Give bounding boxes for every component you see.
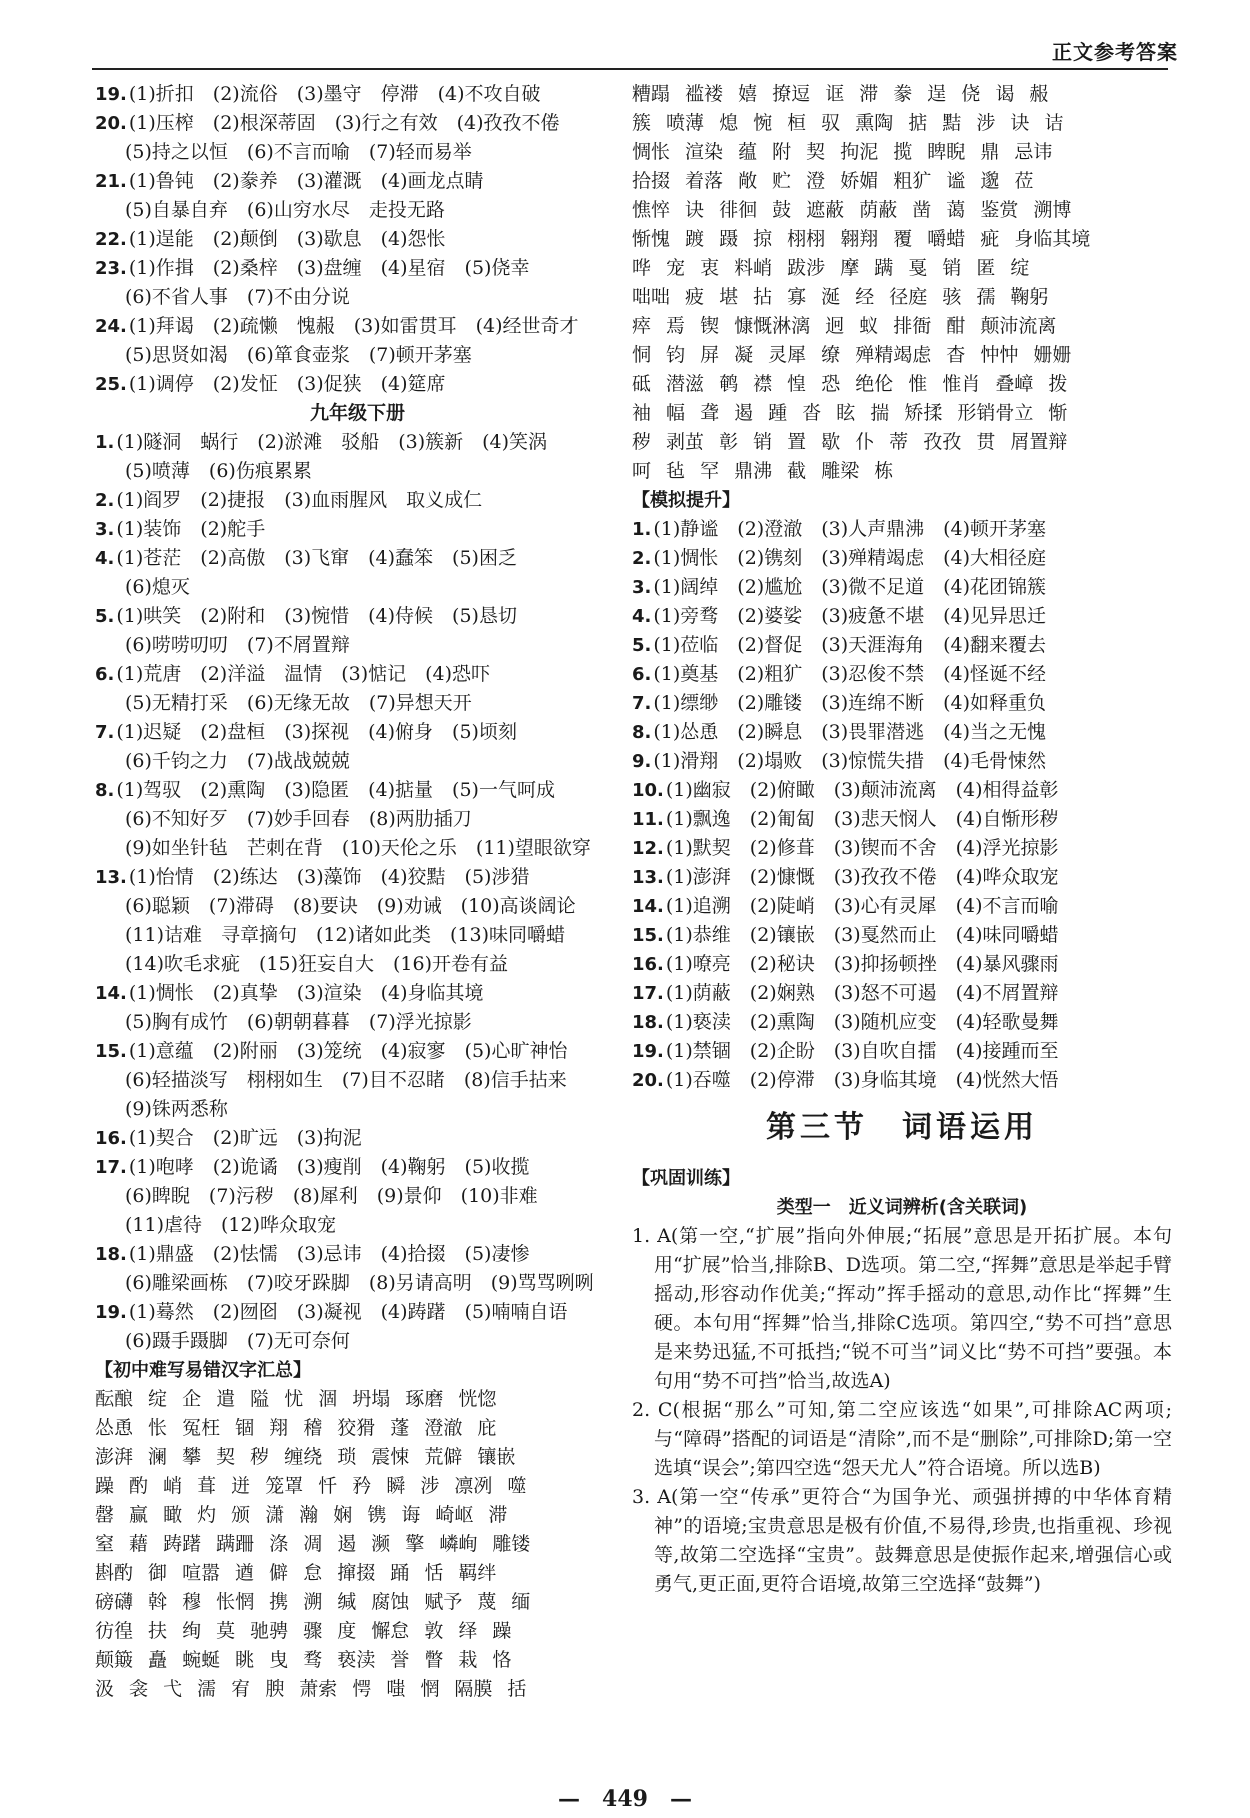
answer-text: (1)鲁钝 (2)豢养 (3)灌溉 (4)画龙点睛: [128, 170, 484, 192]
question-number: 2.: [632, 548, 652, 569]
character-list-row: 拾掇 着落 敞 贮 澄 娇媚 粗犷 谧 邈 莅: [632, 170, 1034, 192]
answer-line: [95, 109, 620, 138]
question-number: 16.: [632, 954, 664, 975]
question-number: 2.: [95, 490, 115, 511]
answer-line: [95, 428, 620, 457]
character-list-row: 斟酌 御 喧嚣 遒 僻 怠 撺掇 踊 恬 羁绊: [95, 1562, 497, 1584]
answer-line: [95, 1240, 620, 1269]
question-number: 8.: [632, 722, 652, 743]
answer-line: [632, 834, 1172, 863]
question-number: 17.: [95, 1157, 127, 1178]
question-number: 18.: [632, 1012, 664, 1033]
answer-line: [632, 631, 1172, 660]
question-number: 1.: [632, 519, 652, 540]
answer-text: (1)怡情 (2)练达 (3)藻饰 (4)狡黠 (5)涉猎: [128, 866, 530, 888]
chapter-title: 第三节 词语运用: [766, 1110, 1038, 1145]
answer-line: [95, 544, 620, 573]
answer-line: [95, 80, 620, 109]
answer-text: (1)调停 (2)发怔 (3)促狭 (4)筵席: [128, 373, 446, 395]
question-number: 4.: [95, 548, 115, 569]
page-header-title: 正文参考答案: [1052, 40, 1178, 64]
answer-text: (1)阔绰 (2)尴尬 (3)微不足道 (4)花团锦簇: [653, 576, 1047, 598]
character-list-row: 呵 毡 罕 鼎沸 截 雕梁 栋: [632, 460, 894, 482]
answer-text: (1)追溯 (2)陡峭 (3)心有灵犀 (4)不言而喻: [665, 895, 1059, 917]
question-number: 19.: [632, 1041, 664, 1062]
question-number: 21.: [95, 171, 127, 192]
character-list-row: 彷徨 扶 绚 莫 驰骋 骤 度 懈怠 敦 绎 躁: [95, 1620, 512, 1642]
section-heading: 九年级下册: [309, 402, 405, 424]
answer-continuation: (6)千钧之力 (7)战战兢兢: [125, 750, 350, 772]
question-number: 14.: [632, 896, 664, 917]
answer-text: (1)作揖 (2)桑梓 (3)盘缠 (4)星宿 (5)侥幸: [128, 257, 530, 279]
question-number: 15.: [632, 925, 664, 946]
question-number: 10.: [632, 780, 664, 801]
answer-text: (1)荫蔽 (2)娴熟 (3)怒不可遏 (4)不屑置辩: [665, 982, 1059, 1004]
question-number: 9.: [632, 751, 652, 772]
answer-continuation: (11)诘难 寻章摘句 (12)诸如此类 (13)味同嚼蜡: [125, 924, 566, 946]
answer-line: [95, 602, 620, 631]
question-number: 15.: [95, 1041, 127, 1062]
explanation-paragraph: 1. A(第一空,“扩展”指向外伸展;“拓展”意思是开拓扩展。本句用“扩展”恰当,排除B、D选项。第二空,“挥舞”意思是举起手臂摇动,形容动作优美;“挥动”挥手摇动的意思,动作比“挥舞”生硬。本句用“挥舞”恰当,排除C选项。第四空,“势不可挡”意思是来势迅猛,不可抵挡;“锐不可当”词义比“势不可挡”要强。本句用“势不可挡”恰当,故选A): [632, 1225, 1172, 1392]
answer-text: (1)恭维 (2)镶嵌 (3)戛然而止 (4)味同嚼蜡: [665, 924, 1059, 946]
question-number: 3.: [632, 577, 652, 598]
question-number: 19.: [95, 84, 127, 105]
right-column: [632, 80, 1172, 1599]
question-number: 3.: [95, 519, 115, 540]
character-list-row: 惆怅 渲染 蕴 附 契 拘泥 揽 睥睨 鼎 忌讳: [632, 141, 1053, 163]
character-list-row: 秽 剥茧 彰 销 置 歇 仆 蒂 孜孜 贯 屑置辩: [632, 431, 1068, 453]
answer-line: [632, 979, 1172, 1008]
answer-line: [95, 1037, 620, 1066]
question-number: 18.: [95, 1244, 127, 1265]
question-number: 6.: [95, 664, 115, 685]
answer-text: (1)阎罗 (2)捷报 (3)血雨腥风 取义成仁: [116, 489, 483, 511]
answer-text: (1)默契 (2)修葺 (3)锲而不舍 (4)浮光掠影: [665, 837, 1059, 859]
question-number: 16.: [95, 1128, 127, 1149]
answer-continuation: (5)无精打采 (6)无缘无故 (7)异想天开: [125, 692, 472, 714]
question-number: 13.: [632, 867, 664, 888]
question-number: 22.: [95, 229, 127, 250]
answer-text: (1)亵渎 (2)熏陶 (3)随机应变 (4)轻歌曼舞: [665, 1011, 1059, 1033]
answer-line: [95, 370, 620, 399]
answer-text: (1)幽寂 (2)俯瞰 (3)颠沛流离 (4)相得益彰: [665, 779, 1059, 801]
answer-line: [632, 689, 1172, 718]
answer-text: (1)惆怅 (2)真挚 (3)渲染 (4)身临其境: [128, 982, 484, 1004]
character-list-row: 躁 酌 峭 葺 迸 笼罩 忏 矜 瞬 涉 凛冽 噬: [95, 1475, 527, 1497]
answer-text: (1)禁锢 (2)企盼 (3)自吹自擂 (4)接踵而至: [665, 1040, 1059, 1062]
answer-line: [632, 573, 1172, 602]
answer-continuation: (6)不知好歹 (7)妙手回春 (8)两肋插刀: [125, 808, 472, 830]
answer-text: (1)怂恿 (2)瞬息 (3)畏罪潜逃 (4)当之无愧: [653, 721, 1047, 743]
page-number-dash-left: —: [558, 1786, 603, 1812]
answer-text: (1)驾驭 (2)熏陶 (3)隐匿 (4)掂量 (5)一气呵成: [116, 779, 555, 801]
character-list-row: 酝酿 绽 企 遣 隘 忧 涸 坍塌 琢磨 恍惚: [95, 1388, 497, 1410]
character-list-row: 罄 赢 瞰 灼 颁 潇 瀚 娴 镌 诲 崎岖 滞: [95, 1504, 508, 1526]
answer-text: (1)装饰 (2)舵手: [116, 518, 266, 540]
answer-line: [95, 225, 620, 254]
answer-continuation: (5)胸有成竹 (6)朝朝暮暮 (7)浮光掠影: [125, 1011, 472, 1033]
answer-text: (1)蓦然 (2)囫囵 (3)凝视 (4)踌躇 (5)喃喃自语: [128, 1301, 568, 1323]
header-divider: [92, 68, 1168, 70]
explanation-paragraph: 3. A(第一空“传承”更符合“为国争光、顽强拼搏的中华体育精神”的语境;宝贵意思是极有价值,不易得,珍贵,也指重视、珍视等,故第二空选择“宝贵”。鼓舞意思是使振作起来,增强信心或勇气,更正面,更符合语境,故第三空选择“鼓舞”): [632, 1486, 1172, 1595]
answer-text: (1)荒唐 (2)洋溢 温情 (3)惦记 (4)恐吓: [116, 663, 491, 685]
answer-text: (1)压榨 (2)根深蒂固 (3)行之有效 (4)孜孜不倦: [128, 112, 560, 134]
answer-continuation: (6)蹑手蹑脚 (7)无可奈何: [125, 1330, 350, 1352]
answer-text: (1)旁骛 (2)婆娑 (3)疲惫不堪 (4)见异思迁: [653, 605, 1047, 627]
answer-continuation: (6)雕梁画栋 (7)咬牙跺脚 (8)另请高明 (9)骂骂咧咧: [125, 1272, 594, 1294]
question-number: 5.: [632, 635, 652, 656]
answer-continuation: (5)自暴自弃 (6)山穷水尽 走投无路: [125, 199, 445, 221]
answer-continuation: (5)持之以恒 (6)不言而喻 (7)轻而易举: [125, 141, 472, 163]
answer-continuation: (6)轻描淡写 栩栩如生 (7)目不忍睹 (8)信手拈来: [125, 1069, 567, 1091]
page-number-dash-right: —: [647, 1786, 692, 1812]
answer-continuation: (9)如坐针毡 芒刺在背 (10)天伦之乐 (11)望眼欲穿: [125, 837, 591, 859]
answer-text: (1)嘹亮 (2)秘诀 (3)抑扬顿挫 (4)暴风骤雨: [665, 953, 1059, 975]
answer-text: (1)拜谒 (2)疏懒 愧赧 (3)如雷贯耳 (4)经世奇才: [128, 315, 579, 337]
answer-line: [95, 979, 620, 1008]
answer-line: [95, 167, 620, 196]
answer-line: [632, 776, 1172, 805]
question-number: 19.: [95, 1302, 127, 1323]
answer-continuation: (9)铢两悉称: [125, 1098, 228, 1120]
answer-continuation: (14)吹毛求疵 (15)狂妄自大 (16)开卷有益: [125, 953, 509, 975]
answer-continuation: (6)睥睨 (7)污秽 (8)犀利 (9)景仰 (10)非难: [125, 1185, 538, 1207]
character-list-row: 磅礴 斡 穆 怅惘 携 溯 缄 腐蚀 赋予 蔑 缅: [95, 1591, 531, 1613]
question-number: 4.: [632, 606, 652, 627]
character-list-row: 汲 衾 弋 濡 宥 腴 萧索 愕 嗤 惘 隔膜 括: [95, 1678, 527, 1700]
answer-line: [632, 747, 1172, 776]
character-list-row: 瘁 焉 锲 慷慨淋漓 迥 蚁 排衙 酣 颠沛流离: [632, 315, 1057, 337]
question-number: 20.: [95, 113, 127, 134]
question-number: 7.: [632, 693, 652, 714]
answer-line: [95, 863, 620, 892]
answer-text: (1)澎湃 (2)慷慨 (3)孜孜不倦 (4)哗众取宠: [665, 866, 1059, 888]
answer-line: [95, 486, 620, 515]
answer-text: (1)莅临 (2)督促 (3)天涯海角 (4)翻来覆去: [653, 634, 1047, 656]
character-list-row: 窒 藉 踌躇 蹒跚 涤 凋 遏 濒 擎 嶙峋 雕镂: [95, 1533, 531, 1555]
character-list-row: 砥 潜滋 鹌 襟 惶 恐 绝伦 惟 惟肖 叠嶂 拨: [632, 373, 1068, 395]
question-number: 6.: [632, 664, 652, 685]
answer-text: (1)逞能 (2)颠倒 (3)歇息 (4)怨怅: [128, 228, 446, 250]
answer-continuation: (6)不省人事 (7)不由分说: [125, 286, 350, 308]
answer-text: (1)咆哮 (2)诡谲 (3)瘦削 (4)鞠躬 (5)收揽: [128, 1156, 530, 1178]
answer-line: [632, 921, 1172, 950]
answer-line: [95, 718, 620, 747]
answer-line: [95, 776, 620, 805]
answer-text: (1)滑翔 (2)塌败 (3)惊慌失措 (4)毛骨悚然: [653, 750, 1047, 772]
subsection-title: 类型一 近义词辨析(含关联词): [776, 1197, 1028, 1218]
answer-text: (1)缥缈 (2)雕镂 (3)连绵不断 (4)如释重负: [653, 692, 1047, 714]
answer-text: (1)意蕴 (2)附丽 (3)笼统 (4)寂寥 (5)心旷神怡: [128, 1040, 568, 1062]
character-list-row: 惭愧 踱 蹑 掠 栩栩 翱翔 覆 嚼蜡 疵 身临其境: [632, 228, 1091, 250]
character-list-row: 糟蹋 褴褛 嬉 撩逗 诓 滞 豢 逞 侥 谒 赧: [632, 83, 1049, 105]
answer-text: (1)哄笑 (2)附和 (3)惋惜 (4)侍候 (5)恳切: [116, 605, 517, 627]
character-list-row: 咄咄 疲 堪 拈 寡 涎 经 径庭 骇 孺 鞠躬: [632, 286, 1049, 308]
answer-text: (1)迟疑 (2)盘桓 (3)探视 (4)俯身 (5)顷刻: [116, 721, 517, 743]
explanation-paragraph: 2. C(根据“那么”可知,第二空应该选“如果”,可排除AC两项;与“障碍”搭配的词语是“清除”,而不是“删除”,可排除D;第一空选填“误会”;第四空选“怨天尤人”符合语境。所以选B): [632, 1399, 1172, 1479]
answer-text: (1)吞噬 (2)停滞 (3)身临其境 (4)恍然大悟: [665, 1069, 1059, 1091]
answer-line: [632, 660, 1172, 689]
answer-line: [632, 1066, 1172, 1095]
character-list-row: 憔悴 诀 徘徊 鼓 遮蔽 荫蔽 凿 蔼 鉴赏 溯博: [632, 199, 1072, 221]
left-column: [95, 80, 620, 1704]
answer-text: (1)鼎盛 (2)怯懦 (3)忌讳 (4)拾掇 (5)凄惨: [128, 1243, 530, 1265]
answer-text: (1)苍茫 (2)高傲 (3)飞窜 (4)蠢笨 (5)困乏: [116, 547, 517, 569]
question-number: 5.: [95, 606, 115, 627]
question-number: 24.: [95, 316, 127, 337]
answer-continuation: (11)虐待 (12)哗众取宠: [125, 1214, 337, 1236]
answer-text: (1)静谧 (2)澄澈 (3)人声鼎沸 (4)顿开茅塞: [653, 518, 1047, 540]
answer-line: [632, 863, 1172, 892]
question-number: 23.: [95, 258, 127, 279]
character-list-row: 哗 宠 衷 料峭 跋涉 摩 蹒 戛 销 匿 绽: [632, 257, 1030, 279]
character-list-row: 怂恿 怅 冤枉 锢 翔 稽 狡猾 蓬 澄澈 庇: [95, 1417, 497, 1439]
answer-line: [95, 515, 620, 544]
answer-continuation: (5)思贤如渴 (6)箪食壶浆 (7)顿开茅塞: [125, 344, 472, 366]
answer-text: (1)契合 (2)旷远 (3)拘泥: [128, 1127, 362, 1149]
answer-line: [632, 805, 1172, 834]
section-label: 【初中难写易错汉字汇总】: [95, 1360, 311, 1381]
answer-line: [632, 515, 1172, 544]
answer-line: [95, 254, 620, 283]
section-label: 【模拟提升】: [632, 490, 740, 511]
page-number: [0, 1782, 1250, 1813]
question-number: 14.: [95, 983, 127, 1004]
character-list-row: 簇 喷薄 熄 惋 桓 驭 熏陶 掂 黠 涉 诀 诘: [632, 112, 1064, 134]
question-number: 11.: [632, 809, 664, 830]
question-number: 13.: [95, 867, 127, 888]
question-number: 20.: [632, 1070, 664, 1091]
answer-line: [632, 1037, 1172, 1066]
answer-continuation: (6)熄灭: [125, 576, 190, 598]
question-number: 25.: [95, 374, 127, 395]
answer-line: [632, 718, 1172, 747]
question-number: 8.: [95, 780, 115, 801]
answer-line: [632, 544, 1172, 573]
character-list-row: 颠簸 矗 蜿蜒 眺 曳 骛 亵渎 誉 瞥 栽 恪: [95, 1649, 512, 1671]
answer-line: [632, 950, 1172, 979]
answer-continuation: (6)唠唠叨叨 (7)不屑置辩: [125, 634, 350, 656]
answer-line: [632, 602, 1172, 631]
character-list-row: 澎湃 澜 攀 契 秽 缠绕 琐 震悚 荒僻 镶嵌: [95, 1446, 516, 1468]
question-number: 7.: [95, 722, 115, 743]
answer-continuation: (5)喷薄 (6)伤痕累累: [125, 460, 312, 482]
answer-line: [95, 1298, 620, 1327]
question-number: 12.: [632, 838, 664, 859]
answer-line: [95, 660, 620, 689]
answer-line: [95, 312, 620, 341]
answer-text: (1)惆怅 (2)镌刻 (3)殚精竭虑 (4)大相径庭: [653, 547, 1047, 569]
answer-text: (1)奠基 (2)粗犷 (3)忍俊不禁 (4)怪诞不经: [653, 663, 1047, 685]
answer-text: (1)折扣 (2)流俗 (3)墨守 停滞 (4)不攻自破: [128, 83, 541, 105]
answer-text: (1)隧洞 蜗行 (2)淤滩 驳船 (3)簇新 (4)笑涡: [116, 431, 548, 453]
page-number-value: 449: [602, 1786, 648, 1812]
answer-continuation: (6)聪颖 (7)滞碍 (8)要诀 (9)劝诫 (10)高谈阔论: [125, 895, 576, 917]
character-list-row: 袖 幅 聋 遏 踵 沓 眩 揣 矫揉 形销骨立 惭: [632, 402, 1068, 424]
answer-line: [632, 892, 1172, 921]
character-list-row: 恫 钧 屏 凝 灵犀 缭 殚精竭虑 杳 忡忡 姗姗: [632, 344, 1072, 366]
answer-text: (1)飘逸 (2)匍匐 (3)悲天悯人 (4)自惭形秽: [665, 808, 1059, 830]
answer-line: [95, 1153, 620, 1182]
answer-line: [632, 1008, 1172, 1037]
section-label: 【巩固训练】: [632, 1168, 740, 1189]
question-number: 1.: [95, 432, 115, 453]
answer-line: [95, 1124, 620, 1153]
question-number: 17.: [632, 983, 664, 1004]
